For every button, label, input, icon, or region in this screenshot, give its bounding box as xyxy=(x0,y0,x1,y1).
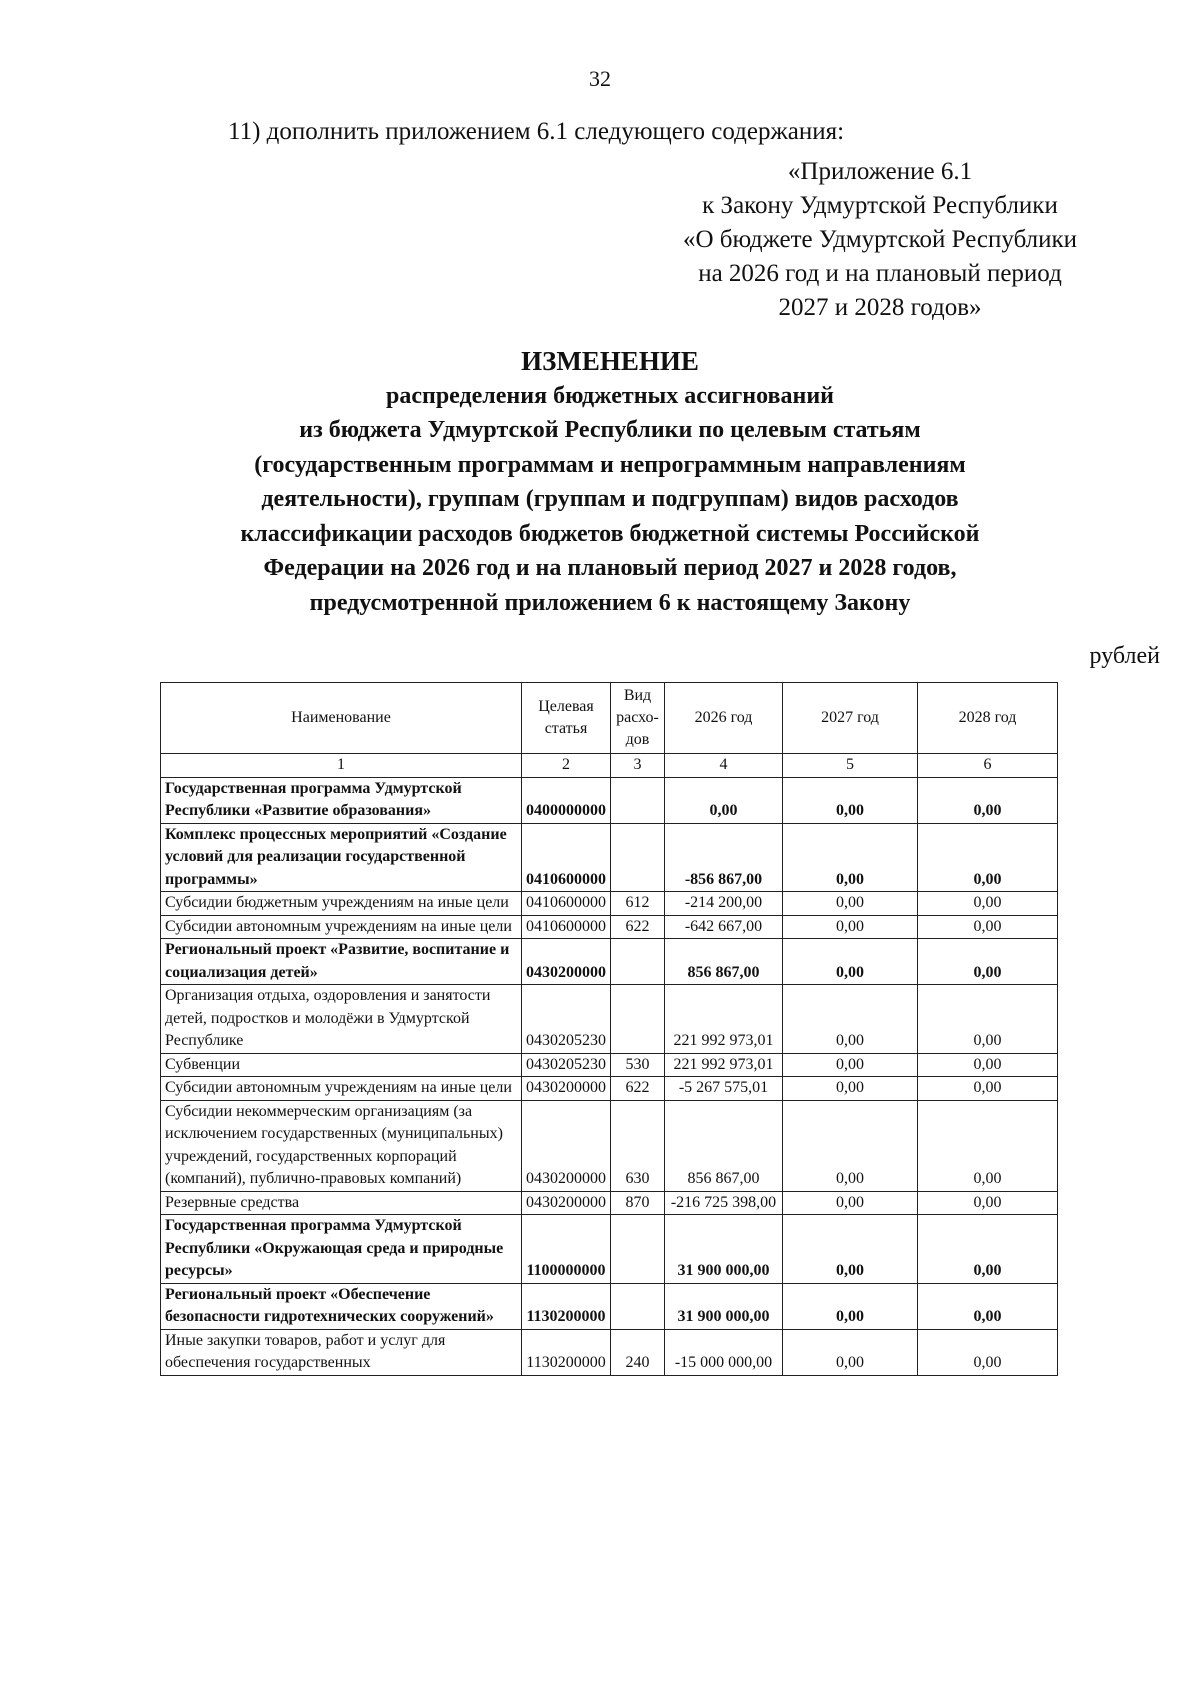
header-2028: 2028 год xyxy=(918,683,1058,754)
table-cell-target-article: 0410600000 xyxy=(522,892,611,916)
header-2026: 2026 год xyxy=(665,683,783,754)
appendix-line: «Приложение 6.1 xyxy=(787,158,973,185)
table-cell-2028: 0,00 xyxy=(918,892,1058,916)
table-cell-name: Региональный проект «Развитие, воспитание и социализация детей» xyxy=(161,939,522,985)
page-number: 32 xyxy=(589,66,611,91)
table-cell-2026: -214 200,00 xyxy=(665,892,783,916)
table-cell-2027: 0,00 xyxy=(783,1329,918,1375)
table-cell-2026: -216 725 398,00 xyxy=(665,1191,783,1215)
table-cell-2026: -15 000 000,00 xyxy=(665,1329,783,1375)
table-cell-2028: 0,00 xyxy=(918,1329,1058,1375)
table-cell-2027: 0,00 xyxy=(783,777,918,823)
table-cell-target-article: 0430200000 xyxy=(522,1191,611,1215)
title-line: Федерации на 2026 год и на плановый период 2027 и 2028 годов, xyxy=(263,555,957,581)
header-2027: 2027 год xyxy=(783,683,918,754)
table-row xyxy=(161,823,1058,892)
table-cell-target-article: 0410600000 xyxy=(522,915,611,939)
table-cell-expense-kind xyxy=(611,939,665,985)
title-line: (государственным программам и непрограммным направлениям xyxy=(254,451,966,478)
table-cell-name: Субсидии автономным учреждениям на иные цели xyxy=(161,915,522,939)
table-cell-expense-kind xyxy=(611,777,665,823)
table-cell-expense-kind xyxy=(611,1215,665,1284)
title-line: из бюджета Удмуртской Республики по целевым статьям xyxy=(299,417,921,443)
column-number: 4 xyxy=(665,754,783,778)
column-number: 3 xyxy=(611,754,665,778)
table-cell-2028: 0,00 xyxy=(918,823,1058,892)
table-cell-expense-kind: 622 xyxy=(611,915,665,939)
title-line: предусмотренной приложением 6 к настоящему Закону xyxy=(309,589,911,616)
table-cell-2028: 0,00 xyxy=(918,1077,1058,1101)
table-cell-2027: 0,00 xyxy=(783,1100,918,1191)
table-cell-target-article: 0430200000 xyxy=(522,1077,611,1101)
table-cell-2027: 0,00 xyxy=(783,1283,918,1329)
table-cell-target-article: 0430205230 xyxy=(522,985,611,1054)
table-cell-2028: 0,00 xyxy=(918,985,1058,1054)
table-cell-target-article: 0430200000 xyxy=(522,939,611,985)
header-name: Наименование xyxy=(161,683,522,754)
table-cell-2026: 856 867,00 xyxy=(665,1100,783,1191)
table-cell-target-article: 0400000000 xyxy=(522,777,611,823)
table-cell-expense-kind: 622 xyxy=(611,1077,665,1101)
table-cell-2027: 0,00 xyxy=(783,985,918,1054)
column-number-row xyxy=(161,754,1058,778)
table-cell-expense-kind xyxy=(611,985,665,1054)
table-cell-2028: 0,00 xyxy=(918,1283,1058,1329)
table-cell-expense-kind: 870 xyxy=(611,1191,665,1215)
table-cell-2026: 856 867,00 xyxy=(665,939,783,985)
table-cell-target-article: 1130200000 xyxy=(522,1283,611,1329)
table-cell-2026: 31 900 000,00 xyxy=(665,1283,783,1329)
table-cell-name: Субсидии автономным учреждениям на иные цели xyxy=(161,1077,522,1101)
table-cell-expense-kind: 630 xyxy=(611,1100,665,1191)
table-cell-2027: 0,00 xyxy=(783,892,918,916)
table-cell-expense-kind: 612 xyxy=(611,892,665,916)
table-cell-2028: 0,00 xyxy=(918,777,1058,823)
budget-table xyxy=(160,682,1058,1376)
table-row xyxy=(161,1329,1058,1375)
title-line: деятельности), группам (группам и подгруппам) видов расходов xyxy=(261,486,959,512)
appendix-line: «О бюджете Удмуртской Республики xyxy=(682,226,1078,253)
table-cell-name: Субсидии некоммерческим организациям (за исключением государственных (муниципальных) учреждений, государственных корпораций (компаний), публично-правовых компаний) xyxy=(161,1100,522,1191)
header-expense-kind: Вид расхо-дов xyxy=(611,683,665,754)
table-cell-name: Государственная программа Удмуртской Республики «Окружающая среда и природные ресурсы» xyxy=(161,1215,522,1284)
table-cell-2026: -5 267 575,01 xyxy=(665,1077,783,1101)
table-cell-2026: 31 900 000,00 xyxy=(665,1215,783,1284)
column-number: 6 xyxy=(918,754,1058,778)
table-cell-target-article: 0430205230 xyxy=(522,1053,611,1077)
table-cell-name: Комплекс процессных мероприятий «Создание условий для реализации государственной программы» xyxy=(161,823,522,892)
table-row xyxy=(161,1053,1058,1077)
column-number: 5 xyxy=(783,754,918,778)
table-row xyxy=(161,915,1058,939)
table-cell-2028: 0,00 xyxy=(918,1100,1058,1191)
table-cell-expense-kind: 240 xyxy=(611,1329,665,1375)
appendix-line: к Закону Удмуртской Республики xyxy=(702,192,1058,219)
table-row xyxy=(161,777,1058,823)
column-number: 2 xyxy=(522,754,611,778)
table-cell-2027: 0,00 xyxy=(783,939,918,985)
table-cell-name: Иные закупки товаров, работ и услуг для обеспечения государственных xyxy=(161,1329,522,1375)
table-cell-2027: 0,00 xyxy=(783,1191,918,1215)
table-cell-expense-kind xyxy=(611,823,665,892)
table-cell-2026: -642 667,00 xyxy=(665,915,783,939)
table-row xyxy=(161,1191,1058,1215)
table-cell-2027: 0,00 xyxy=(783,823,918,892)
table-cell-name: Резервные средства xyxy=(161,1191,522,1215)
appendix-header xyxy=(600,155,1160,325)
header-row xyxy=(161,683,1058,754)
table-row xyxy=(161,1215,1058,1284)
table-cell-2028: 0,00 xyxy=(918,1191,1058,1215)
table-cell-2026: -856 867,00 xyxy=(665,823,783,892)
table-cell-target-article: 1100000000 xyxy=(522,1215,611,1284)
title-line: распределения бюджетных ассигнований xyxy=(386,382,834,409)
table-row xyxy=(161,1100,1058,1191)
table-cell-expense-kind: 530 xyxy=(611,1053,665,1077)
table-cell-2028: 0,00 xyxy=(918,939,1058,985)
appendix-line: 2027 и 2028 годов» xyxy=(778,294,982,321)
table-cell-target-article: 1130200000 xyxy=(522,1329,611,1375)
table-cell-2027: 0,00 xyxy=(783,915,918,939)
table-cell-target-article: 0410600000 xyxy=(522,823,611,892)
table-cell-name: Субсидии бюджетным учреждениям на иные цели xyxy=(161,892,522,916)
table-row xyxy=(161,939,1058,985)
column-number: 1 xyxy=(161,754,522,778)
table-cell-name: Организация отдыха, оздоровления и занятости детей, подростков и молодёжи в Удмуртской Республике xyxy=(161,985,522,1054)
title-line: классификации расходов бюджетов бюджетной системы Российской xyxy=(240,520,980,547)
table-cell-2028: 0,00 xyxy=(918,1053,1058,1077)
appendix-line: на 2026 год и на плановый период xyxy=(698,260,1062,287)
table-cell-2026: 0,00 xyxy=(665,777,783,823)
table-row xyxy=(161,1283,1058,1329)
table-row xyxy=(161,892,1058,916)
table-row xyxy=(161,985,1058,1054)
table-cell-2027: 0,00 xyxy=(783,1053,918,1077)
document-title xyxy=(160,344,1060,620)
header-target-article: Целевая статья xyxy=(522,683,611,754)
table-cell-2028: 0,00 xyxy=(918,915,1058,939)
title-main: ИЗМЕНЕНИЕ xyxy=(521,346,699,376)
table-cell-2027: 0,00 xyxy=(783,1215,918,1284)
intro-paragraph: 11) дополнить приложением 6.1 следующего содержания: xyxy=(228,118,845,145)
table-cell-2028: 0,00 xyxy=(918,1215,1058,1284)
table-cell-name: Субвенции xyxy=(161,1053,522,1077)
table-cell-2026: 221 992 973,01 xyxy=(665,985,783,1054)
table-cell-expense-kind xyxy=(611,1283,665,1329)
table-cell-2027: 0,00 xyxy=(783,1077,918,1101)
table-cell-name: Региональный проект «Обеспечение безопасности гидротехнических сооружений» xyxy=(161,1283,522,1329)
table-cell-name: Государственная программа Удмуртской Республики «Развитие образования» xyxy=(161,777,522,823)
units-label: рублей xyxy=(1089,643,1160,669)
table-row xyxy=(161,1077,1058,1101)
table-cell-target-article: 0430200000 xyxy=(522,1100,611,1191)
table-cell-2026: 221 992 973,01 xyxy=(665,1053,783,1077)
